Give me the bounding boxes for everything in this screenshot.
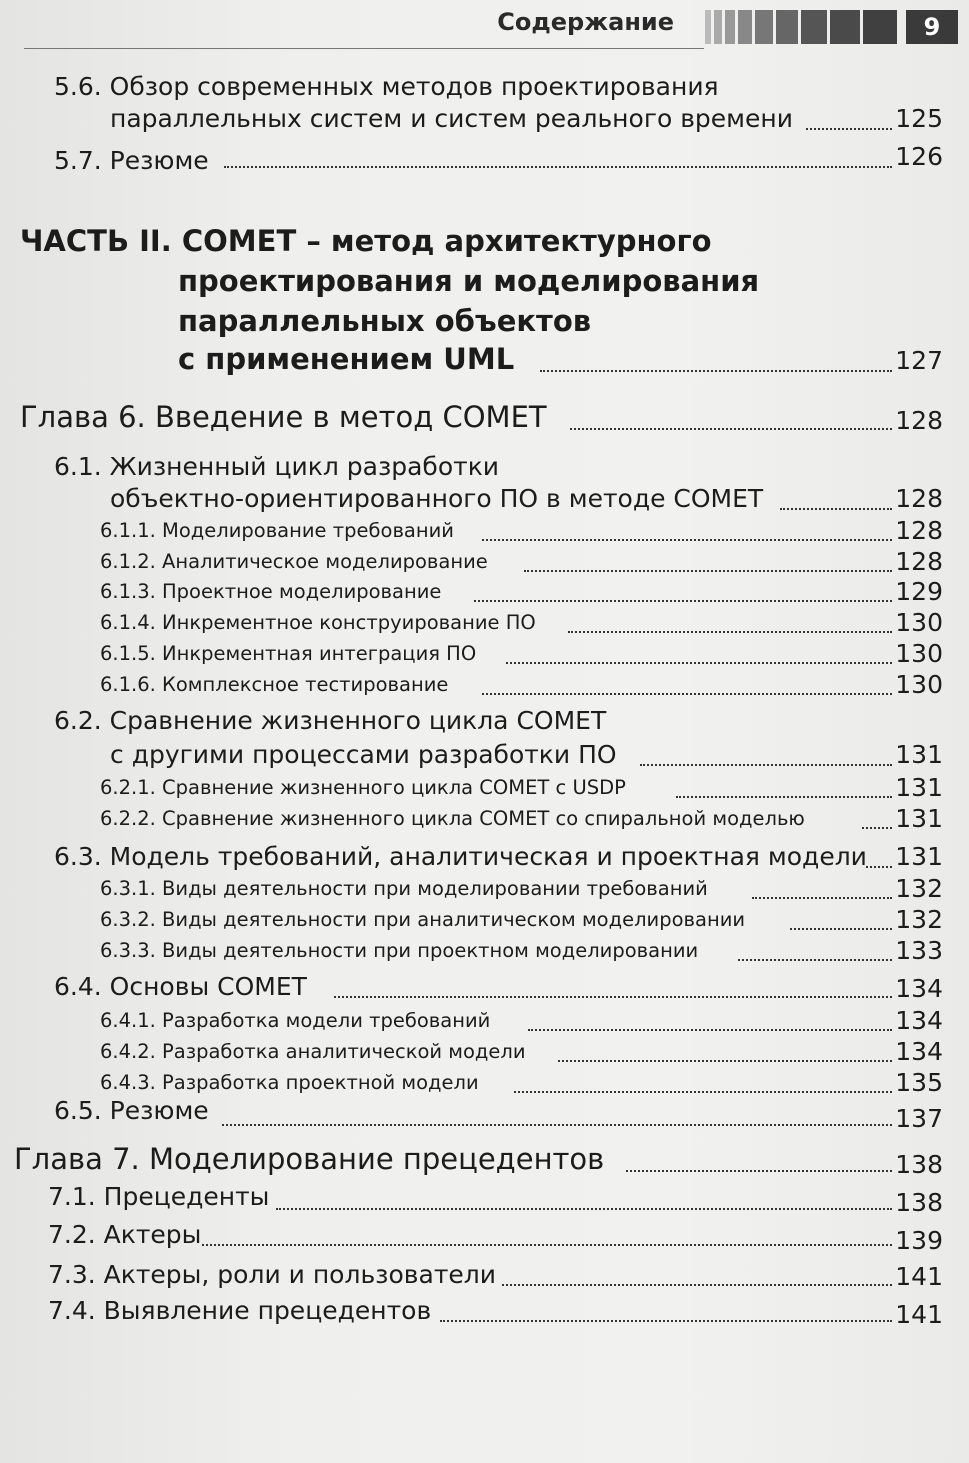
toc-entry-5-7: 5.7. Резюме: [54, 146, 209, 175]
leader-dots: [540, 370, 892, 372]
part-heading: ЧАСТЬ II. COMET – метод архитектурного: [20, 224, 712, 258]
leader-dots: [474, 600, 892, 602]
toc-page-number: 134: [895, 1037, 943, 1066]
toc-entry-6-4-1: 6.4.1. Разработка модели требований: [100, 1009, 491, 1032]
part-heading-cont: параллельных объектов: [178, 304, 592, 338]
leader-dots: [640, 764, 892, 766]
toc-entry-6-1: 6.1. Жизненный цикл разработки: [54, 452, 500, 481]
leader-dots: [482, 693, 892, 695]
toc-entry-7-4: 7.4. Выявление прецедентов: [48, 1296, 432, 1325]
toc-page-number: 137: [895, 1104, 943, 1133]
leader-dots: [276, 1208, 892, 1210]
leader-dots: [202, 1244, 892, 1246]
toc-entry-5-6: 5.6. Обзор современных методов проектирования: [54, 72, 719, 101]
toc-page-number: 125: [895, 104, 943, 133]
leader-dots: [568, 631, 892, 633]
toc-entry-7-2: 7.2. Актеры: [48, 1220, 202, 1249]
toc-entry-6-3: 6.3. Модель требований, аналитическая и проектная модели: [54, 842, 867, 871]
leader-dots: [224, 166, 892, 168]
leader-dots: [626, 1170, 892, 1172]
toc-entry-7-3: 7.3. Актеры, роли и пользователи: [48, 1260, 496, 1289]
toc-entry-6-1-2: 6.1.2. Аналитическое моделирование: [100, 550, 488, 573]
leader-dots: [558, 1060, 892, 1062]
toc-page-number: 138: [895, 1188, 943, 1217]
toc-page-number: 128: [895, 406, 943, 435]
chapter-heading: Глава 7. Моделирование прецедентов: [14, 1142, 605, 1176]
toc-entry-6-2: 6.2. Сравнение жизненного цикла COMET: [54, 706, 607, 735]
toc-page-number: 131: [895, 740, 943, 769]
leader-dots: [806, 128, 892, 130]
leader-dots: [528, 1029, 892, 1031]
leader-dots: [506, 662, 892, 664]
toc-entry-6-2-2: 6.2.2. Сравнение жизненного цикла COMET со спиральной моделью: [100, 807, 805, 830]
leader-dots: [780, 508, 892, 510]
leader-dots: [738, 959, 892, 961]
toc-page-number: 126: [895, 142, 943, 171]
toc-page-number: 133: [895, 936, 943, 965]
toc-page-number: 128: [895, 547, 943, 576]
toc-page-number: 129: [895, 577, 943, 606]
leader-dots: [502, 1284, 892, 1286]
page-number: 9: [906, 10, 958, 44]
toc-entry-5-6-cont: параллельных систем и систем реального времени: [110, 104, 794, 133]
part-heading-cont: проектирования и моделирования: [178, 264, 760, 298]
toc-page-number: 139: [895, 1226, 943, 1255]
toc-page-number: 131: [895, 842, 943, 871]
leader-dots: [514, 1091, 892, 1093]
toc-entry-6-2-cont: с другими процессами разработки ПО: [110, 740, 617, 769]
leader-dots: [440, 1320, 892, 1322]
leader-dots: [790, 928, 892, 930]
toc-page-number: 138: [895, 1150, 943, 1179]
toc-page-number: 128: [895, 484, 943, 513]
toc-entry-6-5: 6.5. Резюме: [54, 1096, 209, 1125]
toc-entry-6-3-3: 6.3.3. Виды деятельности при проектном моделировании: [100, 939, 699, 962]
toc-entry-6-1-cont: объектно-ориентированного ПО в методе COMET: [110, 484, 764, 513]
toc-page-number: 128: [895, 516, 943, 545]
toc-entry-7-1: 7.1. Прецеденты: [48, 1182, 270, 1211]
leader-dots: [862, 827, 892, 829]
leader-dots: [334, 996, 892, 998]
leader-dots: [222, 1124, 892, 1126]
part-heading-cont: с применением UML: [178, 342, 515, 376]
toc-entry-6-1-1: 6.1.1. Моделирование требований: [100, 519, 454, 542]
toc-page-number: 141: [895, 1300, 943, 1329]
toc-entry-6-3-2: 6.3.2. Виды деятельности при аналитическом моделировании: [100, 908, 746, 931]
leader-dots: [524, 570, 892, 572]
toc-page-number: 130: [895, 670, 943, 699]
toc-page-number: 131: [895, 804, 943, 833]
toc-entry-6-1-6: 6.1.6. Комплексное тестирование: [100, 673, 449, 696]
toc-page-number: 135: [895, 1068, 943, 1097]
toc-entry-6-3-1: 6.3.1. Виды деятельности при моделировании требований: [100, 877, 708, 900]
toc-page-number: 141: [895, 1262, 943, 1291]
toc-entry-6-1-4: 6.1.4. Инкрементное конструирование ПО: [100, 611, 536, 634]
toc-page-number: 134: [895, 1006, 943, 1035]
toc-entry-6-1-3: 6.1.3. Проектное моделирование: [100, 580, 442, 603]
leader-dots: [570, 428, 892, 430]
toc-entry-6-2-1: 6.2.1. Сравнение жизненного цикла COMET с USDP: [100, 776, 626, 799]
toc-page-number: 131: [895, 773, 943, 802]
leader-dots: [676, 796, 892, 798]
toc-page-number: 127: [895, 346, 943, 375]
toc-page-number: 134: [895, 974, 943, 1003]
toc-page-number: 132: [895, 905, 943, 934]
toc-entry-6-4-3: 6.4.3. Разработка проектной модели: [100, 1071, 479, 1094]
leader-dots: [482, 539, 892, 541]
toc-page-number: 132: [895, 874, 943, 903]
leader-dots: [866, 866, 892, 868]
toc-entry-6-4-2: 6.4.2. Разработка аналитической модели: [100, 1040, 526, 1063]
header-title: Содержание: [497, 8, 674, 36]
toc-entry-6-1-5: 6.1.5. Инкрементная интеграция ПО: [100, 642, 477, 665]
leader-dots: [752, 897, 892, 899]
toc-page-number: 130: [895, 639, 943, 668]
toc-entry-6-4: 6.4. Основы COMET: [54, 972, 307, 1001]
toc-page-number: 130: [895, 608, 943, 637]
chapter-heading: Глава 6. Введение в метод COMET: [20, 400, 547, 434]
